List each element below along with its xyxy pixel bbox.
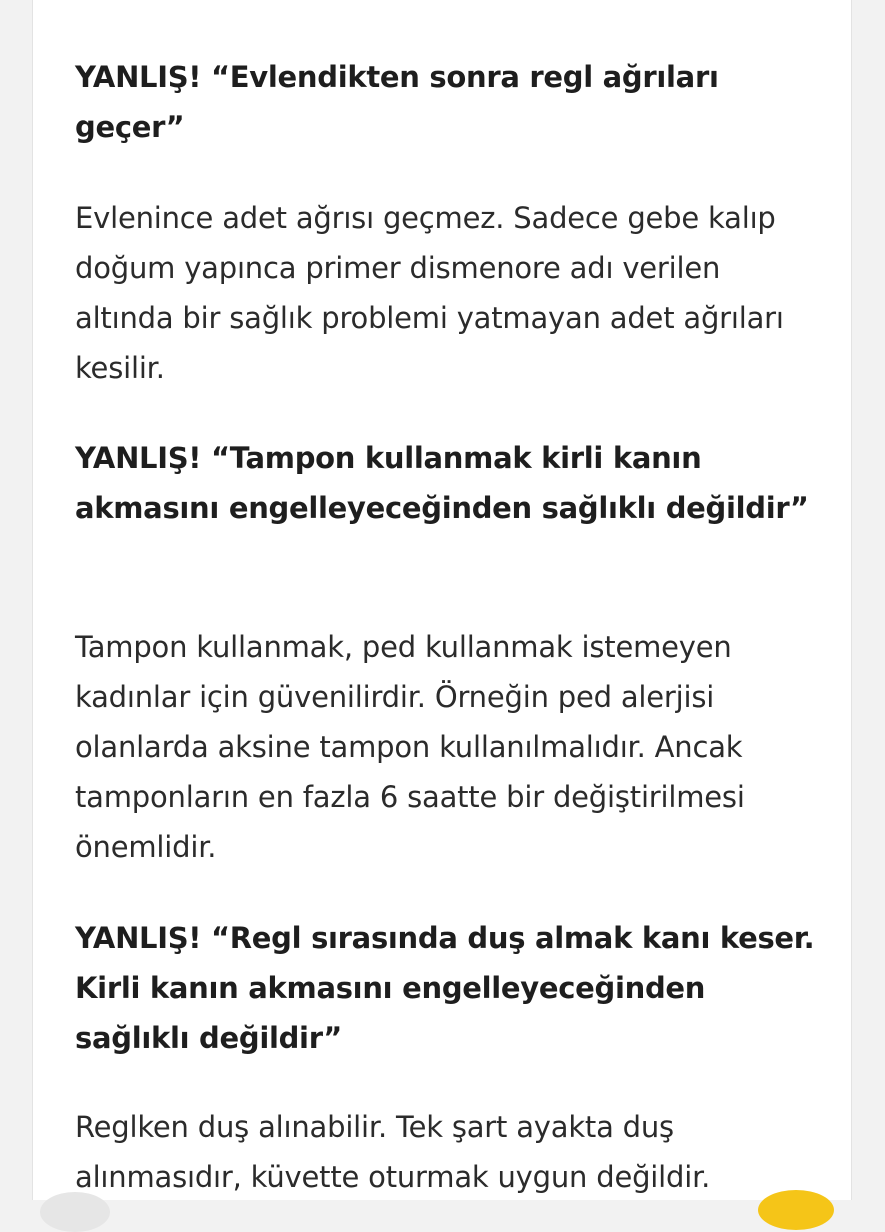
- section-heading-1: YANLIŞ! “Evlendikten sonra regl ağrıları geçer”: [75, 60, 719, 144]
- section-heading-3: YANLIŞ! “Regl sırasında duş almak kanı keser. Kirli kanın akmasını engelleyeceğinden sağlıklı değildir”: [75, 921, 815, 1055]
- section-body-3: Reglken duş alınabilir. Tek şart ayakta duş alınmasıdır, küvette oturmak uygun değildir.: [75, 1110, 711, 1194]
- section-heading-2: YANLIŞ! “Tampon kullanmak kirli kanın akmasını engelleyeceğinden sağlıklı değildir”: [75, 441, 809, 525]
- section-body-2: Tampon kullanmak, ped kullanmak istemeyen kadınlar için güvenilirdir. Örneğin ped alerjisi olanlarda aksine tampon kullanılmalıdır. Ancak tamponların en fazla 6 saatte bir değiştirilmesi önemlidir.: [75, 630, 745, 864]
- floating-right-button[interactable]: [758, 1190, 834, 1230]
- section-body-1: Evlenince adet ağrısı geçmez. Sadece gebe kalıp doğum yapınca primer dismenore adı verilen altında bir sağlık problemi yatmayan adet ağrıları kesilir.: [75, 201, 784, 385]
- floating-left-button[interactable]: [40, 1192, 110, 1232]
- article-card: [32, 0, 852, 1200]
